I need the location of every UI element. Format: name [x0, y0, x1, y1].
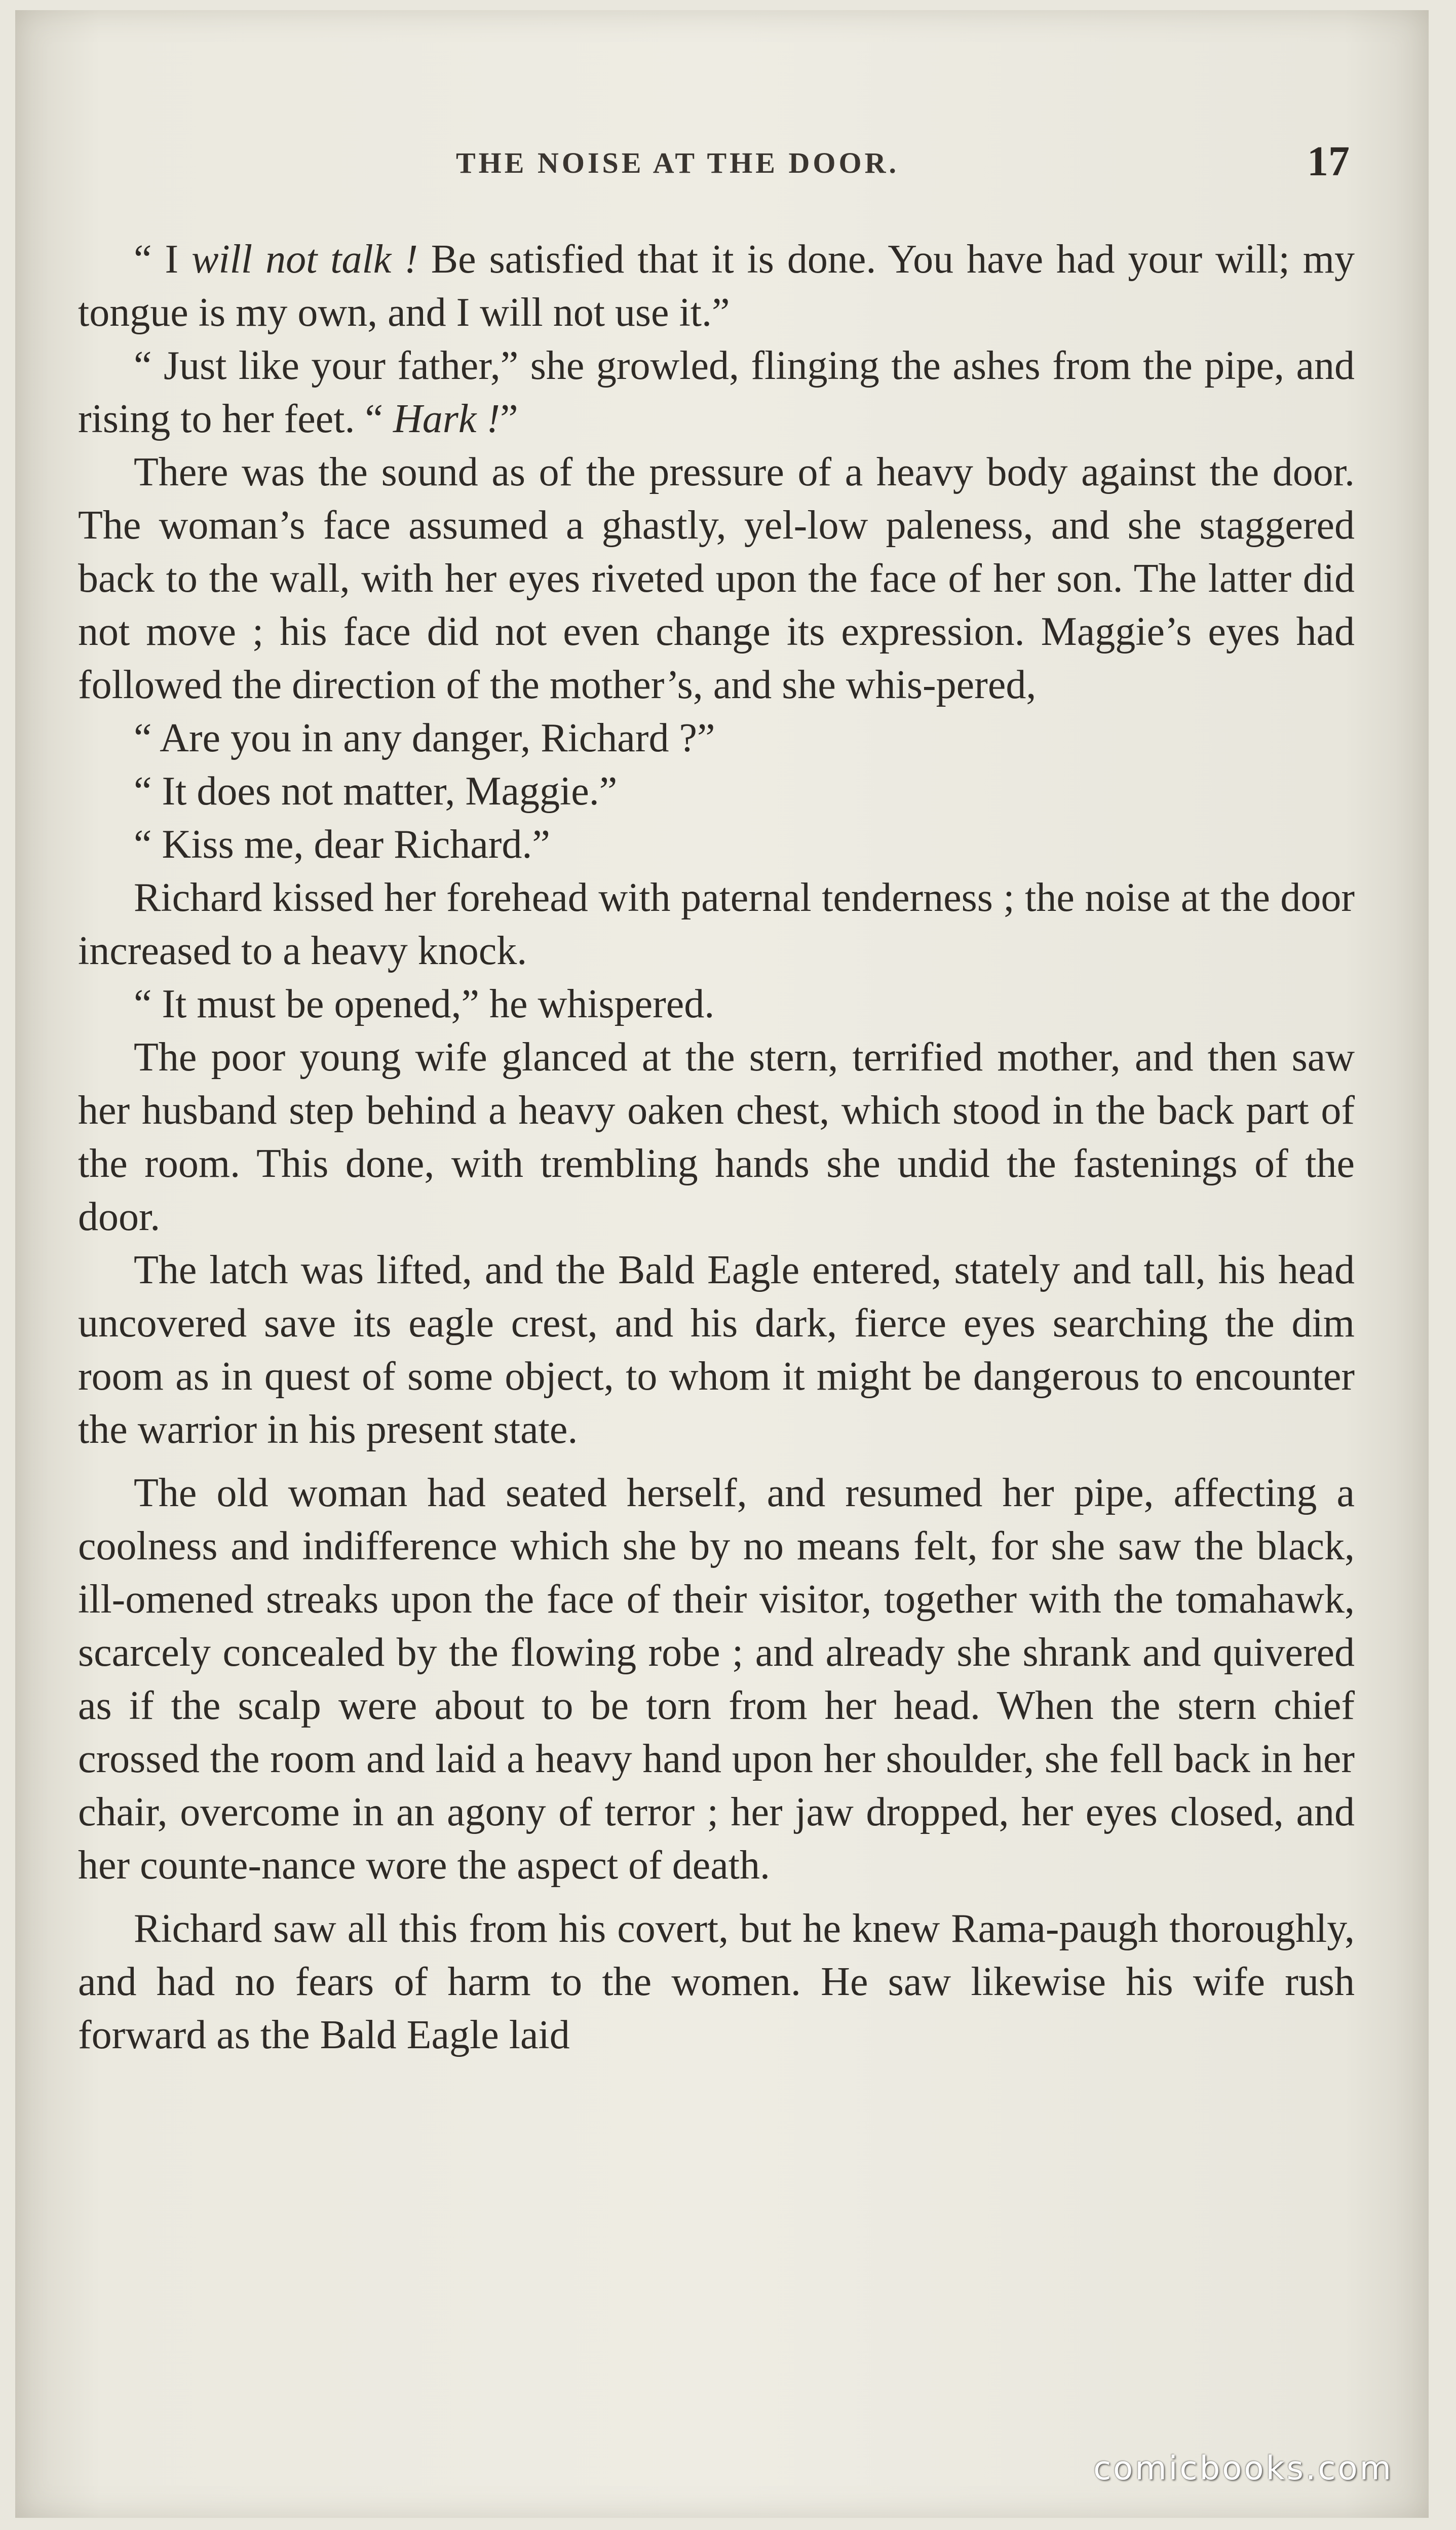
paragraph: Richard kissed her forehead with paternal tenderness ; the noise at the door increased to a heavy knock.: [78, 875, 1355, 973]
book-page: [15, 10, 1429, 2518]
paragraph: The old woman had seated herself, and resumed her pipe, affecting a coolness and indifference which she by no means felt, for she saw the black, ill-omened streaks upon the face of their visitor, together with the tomahawk, scarcely concealed by the flowing robe ; and already she shrank and quivered as if the scalp were about to be torn from her head. When the stern chief crossed the room and laid a heavy hand upon her shoulder, she fell back in her chair, overcome in an agony of terror ; her jaw dropped, her eyes closed, and her counte-nance wore the aspect of death.: [78, 1471, 1355, 1888]
paragraph: The latch was lifted, and the Bald Eagle entered, stately and tall, his head uncovered save its eagle crest, and his dark, fierce eyes searching the dim room as in quest of some object, to whom it might be dangerous to encounter the warrior in his present state.: [78, 1248, 1355, 1452]
paragraph: “ It must be opened,” he whispered.: [134, 982, 715, 1026]
paragraph: “ Kiss me, dear Richard.”: [134, 822, 550, 867]
running-title: THE NOISE AT THE DOOR.: [456, 146, 899, 179]
paragraph: Richard saw all this from his covert, but he knew Rama-paugh thoroughly, and had no fears of harm to the women. He saw likewise his wife rush forward as the Bald Eagle laid: [78, 1906, 1355, 2057]
body-text: [78, 233, 1355, 2062]
paragraph: “ Just like your father,” she growled, flinging the ashes from the pipe, and rising to her feet. “ Hark !”: [78, 343, 1355, 441]
paragraph: There was the sound as of the pressure of a heavy body against the door. The woman’s face assumed a ghastly, yel-low paleness, and she staggered back to the wall, with her eyes riveted upon the face of her son. The latter did not move ; his face did not even change its expression. Maggie’s eyes had followed the direction of the mother’s, and she whis-pered,: [78, 450, 1355, 707]
paragraph: “ It does not matter, Maggie.”: [134, 769, 618, 814]
page-number: 17: [1307, 138, 1350, 185]
paragraph: “ I will not talk ! Be satisfied that it is done. You have had your will; my tongue is my own, and I will not use it.”: [78, 237, 1355, 335]
watermark: comicbooks.com: [1093, 2450, 1393, 2487]
paragraph: The poor young wife glanced at the stern, terrified mother, and then saw her husband step behind a heavy oaken chest, which stood in the back part of the room. This done, with trembling hands she undid the fastenings of the door.: [78, 1035, 1355, 1239]
paragraph: “ Are you in any danger, Richard ?”: [134, 716, 715, 760]
